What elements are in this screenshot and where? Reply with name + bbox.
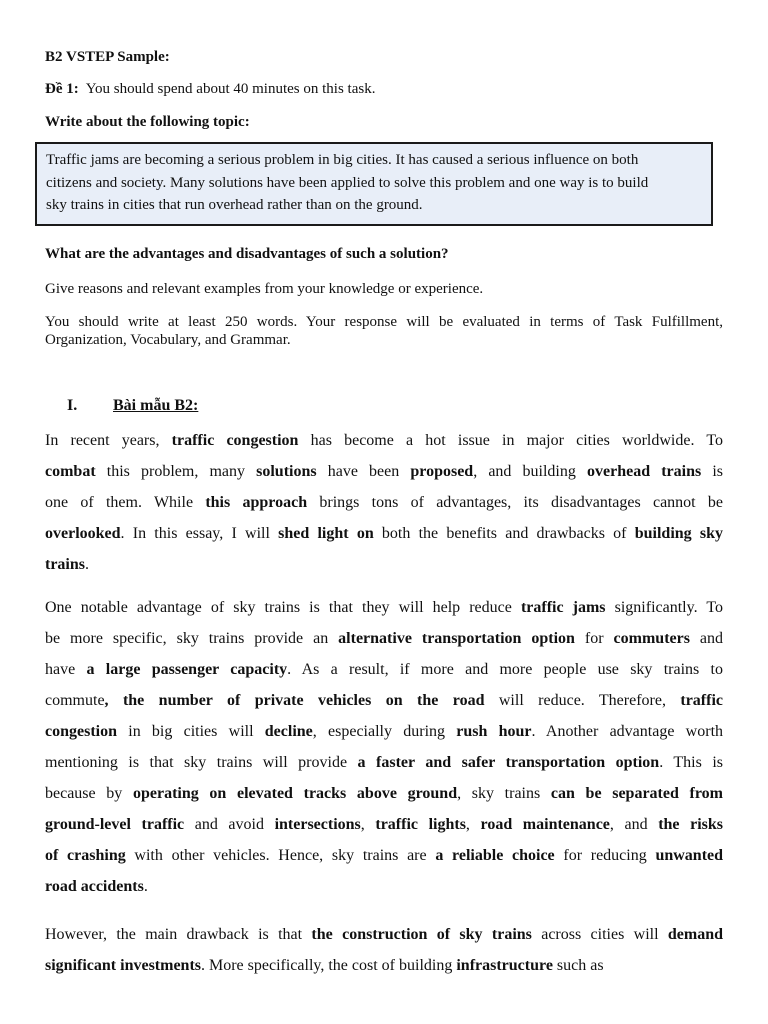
text-run: , sky trains xyxy=(457,785,551,802)
topic-box xyxy=(35,142,713,226)
text-run: brings tons of advantages, its disadvantages cannot be xyxy=(307,494,723,511)
bold-phrase: the construction of sky trains xyxy=(311,926,532,943)
essay-line xyxy=(45,690,723,712)
text-run: for xyxy=(574,630,614,647)
text-run: , especially during xyxy=(312,723,457,740)
bold-phrase: trains xyxy=(45,556,85,573)
essay-line xyxy=(45,955,723,977)
topic-line: sky trains in cities that run overhead rather than on the ground. xyxy=(46,197,423,213)
text-run: be more specific, sky trains provide an xyxy=(45,630,339,647)
essay-line xyxy=(45,752,723,774)
bold-phrase: intersections xyxy=(274,816,361,833)
topic-line: citizens and society. Many solutions have been applied to solve this problem and one way is to build xyxy=(46,174,649,191)
bold-phrase: commuters xyxy=(613,630,690,647)
text-run: have xyxy=(45,661,87,678)
text-run: because by xyxy=(45,785,133,802)
bold-phrase: road accidents xyxy=(45,878,144,895)
essay-line xyxy=(45,783,723,805)
essay-line xyxy=(45,659,723,681)
text-run: and avoid xyxy=(184,816,275,833)
text-run: significantly. To xyxy=(605,599,724,616)
text-run: mentioning is that sky trains will provide xyxy=(45,754,358,771)
bold-phrase: can be separated from xyxy=(550,785,724,802)
bold-phrase: unwanted xyxy=(655,847,724,864)
question-heading: What are the advantages and disadvantages of such a solution? xyxy=(45,246,449,262)
text-run: One notable advantage of sky trains is that they will help reduce xyxy=(45,599,521,616)
text-run: and xyxy=(689,630,724,647)
bold-phrase: a reliable choice xyxy=(435,847,555,864)
instruction-words-line: You should write at least 250 words. Your response will be evaluated in terms of Task Fulfillment, xyxy=(45,314,723,330)
text-run: one of them. While xyxy=(45,494,206,511)
text-run: . xyxy=(85,556,89,573)
text-run: both the benefits and drawbacks of xyxy=(373,525,635,542)
text-run: , and building xyxy=(473,463,587,480)
text-run: with other vehicles. Hence, sky trains are xyxy=(125,847,436,864)
essay-line xyxy=(45,554,723,576)
essay-line xyxy=(45,814,723,836)
text-run: . More specifically, the cost of building xyxy=(201,957,457,974)
essay-line xyxy=(45,924,723,946)
instruction-words-line: Organization, Vocabulary, and Grammar. xyxy=(45,332,291,348)
task-label: Đề 1: xyxy=(45,81,79,97)
bold-phrase: building sky xyxy=(634,525,724,542)
bold-phrase: demand xyxy=(667,926,724,943)
essay-line xyxy=(45,845,723,867)
bold-phrase: of crashing xyxy=(45,847,126,864)
essay-line xyxy=(45,597,723,619)
instruction-reasons: Give reasons and relevant examples from your knowledge or experience. xyxy=(45,281,484,297)
text-run: . xyxy=(143,878,148,895)
doc-title: B2 VSTEP Sample: xyxy=(45,49,170,65)
bold-phrase: ground-level traffic xyxy=(45,816,185,833)
bold-phrase: rush hour xyxy=(456,723,532,740)
bold-phrase: congestion xyxy=(45,723,117,740)
bold-phrase: solutions xyxy=(256,463,317,480)
task-line xyxy=(45,80,375,98)
text-run: in big cities will xyxy=(117,723,265,740)
text-run: has become a hot issue in major cities worldwide. To xyxy=(298,432,724,449)
text-run: . This is xyxy=(659,754,723,771)
write-about-heading: Write about the following topic: xyxy=(45,114,250,130)
section-number: I. xyxy=(67,397,78,414)
bold-phrase: shed light on xyxy=(278,525,374,542)
bold-phrase: proposed xyxy=(410,463,474,480)
essay-line xyxy=(45,876,723,898)
bold-phrase: road maintenance xyxy=(480,816,610,833)
bold-phrase: traffic xyxy=(680,692,723,709)
bold-phrase: infrastructure xyxy=(456,957,553,974)
text-run: , xyxy=(360,816,376,833)
text-run: However, the main drawback is that xyxy=(45,926,312,943)
essay-line xyxy=(45,523,723,545)
text-run: such as xyxy=(552,957,604,974)
text-run: have been xyxy=(316,463,411,480)
bold-phrase: alternative transportation option xyxy=(338,630,575,647)
bold-phrase: decline xyxy=(264,723,313,740)
essay-line xyxy=(45,628,723,650)
section-title: Bài mẫu B2: xyxy=(113,397,199,414)
bold-phrase: combat xyxy=(45,463,96,480)
text-run: is xyxy=(701,463,724,480)
task-time-text: You should spend about 40 minutes on this task. xyxy=(85,81,376,97)
text-run: In recent years, xyxy=(45,432,172,449)
text-run: , xyxy=(465,816,481,833)
text-run: across cities will xyxy=(531,926,668,943)
essay-line xyxy=(45,461,723,483)
bold-phrase: operating on elevated tracks above ground xyxy=(132,785,458,802)
text-run: . In this essay, I will xyxy=(120,525,279,542)
text-run: commute xyxy=(45,692,105,709)
bold-phrase: traffic jams xyxy=(520,599,606,616)
bold-phrase: overlooked xyxy=(45,525,121,542)
essay-line xyxy=(45,492,723,514)
bold-phrase: the risks xyxy=(658,816,724,833)
bold-phrase: , the number of private vehicles on the road xyxy=(104,692,485,709)
bold-phrase: a faster and safer transportation option xyxy=(357,754,660,771)
bold-phrase: a large passenger capacity xyxy=(86,661,288,678)
text-run: , and xyxy=(609,816,659,833)
bold-phrase: significant investments xyxy=(45,957,201,974)
text-run: will reduce. Therefore, xyxy=(484,692,681,709)
text-run: this problem, many xyxy=(95,463,257,480)
topic-line: Traffic jams are becoming a serious problem in big cities. It has caused a serious influence on both xyxy=(46,152,639,168)
essay-line xyxy=(45,430,723,452)
text-run: . As a result, if more and more people use sky trains to xyxy=(287,661,723,678)
bold-phrase: overhead trains xyxy=(587,463,702,480)
bold-phrase: traffic lights xyxy=(375,816,466,833)
essay-line xyxy=(45,721,723,743)
bold-phrase: traffic congestion xyxy=(171,432,299,449)
text-run: . Another advantage worth xyxy=(531,723,724,740)
bold-phrase: this approach xyxy=(205,494,308,511)
text-run: for reducing xyxy=(554,847,656,864)
